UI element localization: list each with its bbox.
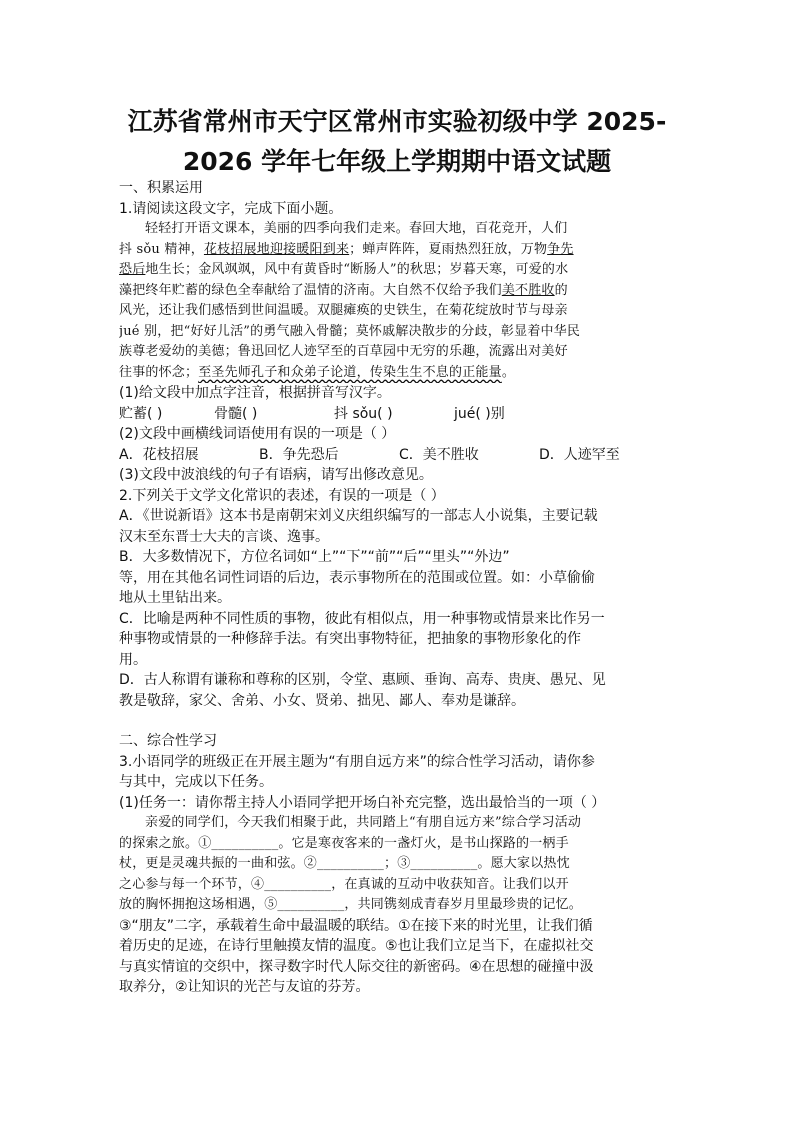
q2-option-line: D．古人称谓有谦称和尊称的区别，令堂、惠顾、垂询、高寿、贵庚、愚兄、见 [119, 672, 606, 688]
q3-speech [119, 813, 679, 916]
passage-line: 轻轻打开语文课本，美丽的四季向我们走来。春回大地，百花竞开，人们 [145, 221, 568, 236]
passage-line: 风光，还让我们感悟到世间温暖。双腿瘫痪的史铁生，在菊花绽放时节与母亲 [119, 303, 568, 318]
passage-line: 藻把终年贮蓄的绿色全奉献给了温情的济南。大自然不仅给予我们美不胜收的 [119, 282, 568, 298]
option-a: A．花枝招展 [119, 446, 199, 463]
q2-option-line: 等，用在其他名词性词语的后边，表示事物所在的范围或位置。如：小草偷偷 [119, 569, 595, 586]
blank-item: 贮蓄( ) [119, 405, 163, 422]
wavy-sentence: 至圣先师孔子和众弟子论道，传染生生不息的正能量 [198, 364, 502, 380]
option-c: C．美不胜收 [399, 446, 479, 463]
tail-line: 取养分，②让知识的光芒与友谊的芬芳。 [119, 979, 370, 995]
q3-stem-line: 3.小语同学的班级正在开展主题为“有朋自远方来”的综合性学习活动，请你参 [119, 753, 595, 770]
q1-sub1-blanks [119, 404, 679, 425]
q2-stem: 2.下列关于文学文化常识的表述，有误的一项是（ ） [119, 487, 445, 504]
blank-item: 抖 sǒu( ) [334, 405, 393, 422]
underlined-phrase: 争先 [547, 241, 574, 257]
passage-line: 恐后地生长；金风飒飒，风中有黄昏时“断肠人”的秋思；岁暮天寒，可爱的水 [119, 262, 569, 277]
q2-option-line: A．《世说新语》这本书是南朝宋刘义庆组织编写的一部志人小说集，主要记载 [119, 508, 598, 524]
q3-tail [119, 916, 679, 998]
section1-heading: 一、积累运用 [119, 180, 203, 196]
speech-line: 之心参与每一个环节，④__________，在真诚的互动中收获知音。让我们以开 [119, 876, 569, 892]
q2-option-line: 用。 [119, 651, 147, 668]
speech-line: 的探索之旅。①__________。它是寒夜客来的一盏灯火，是书山探路的一柄手 [119, 835, 569, 851]
q2-option-line: 教是敬辞，家父、舍弟、小女、贤弟、拙见、鄙人、奉劝是谦辞。 [119, 692, 525, 709]
q1-sub3-stem: (3)文段中波浪线的句子有语病，请写出修改意见。 [119, 467, 433, 483]
q1-sub2-options [119, 445, 679, 466]
q2-option-line: C．比喻是两种不同性质的事物，彼此有相似点，用一种事物或情景来比作另一 [119, 610, 605, 627]
passage-line: 往事的怀念；至圣先师孔子和众弟子论道，传染生生不息的正能量。 [119, 364, 516, 380]
blank-item: jué( )别 [454, 405, 505, 422]
speech-line: 杖，更是灵魂共振的一曲和弦。②__________；③__________。愿大家以热忱 [119, 856, 570, 871]
exam-content [119, 178, 679, 998]
underlined-phrase: 恐后 [119, 262, 146, 277]
passage-line: 族尊老爱幼的美德；鲁迅回忆人迹罕至的百草园中无穷的乐趣，流露出对美好 [119, 344, 568, 359]
tail-line: 着历史的足迹，在诗行里触摸友情的温度。⑤也让我们立足当下，在虚拟社交 [119, 938, 594, 954]
exam-title-line1: 江苏省常州市天宁区常州市实验初级中学 2025- [127, 107, 667, 136]
underlined-phrase: 美不胜收 [501, 282, 555, 298]
q2-options [119, 506, 679, 711]
q3-stem-line: 与其中，完成以下任务。 [119, 774, 273, 790]
section2-heading: 二、综合性学习 [119, 733, 217, 749]
q1-sub2-stem: (2)文段中画横线词语使用有误的一项是（ ） [119, 426, 396, 442]
section-gap [119, 711, 679, 731]
q3-task1: (1)任务一：请你帮主持人小语同学把开场白补充完整，选出最恰当的一项（ ） [119, 794, 606, 811]
tail-line: 与真实情谊的交织中，探寻数字时代人际交往的新密码。④在思想的碰撞中汲 [119, 958, 594, 975]
speech-line: 放的胸怀拥抱这场相遇，⑤__________，共同镌刻成青春岁月里最珍贵的记忆。 [119, 897, 583, 912]
q2-option-line: 汉末至东晋士大夫的言谈、逸事。 [119, 528, 329, 545]
passage-line: jué 别，把“好好儿活”的勇气融入骨髓；莫怀戚解决散步的分歧，彰显着中华民 [119, 323, 581, 339]
passage-line: 抖 sǒu 精神，花枝招展地迎接暖阳到来；蝉声阵阵，夏雨热烈狂放，万物争先 [119, 241, 574, 257]
q1-sub1-stem: (1)给文段中加点字注音，根据拼音写汉字。 [119, 385, 391, 401]
option-d: D．人迹罕至 [539, 446, 620, 463]
option-b: B．争先恐后 [259, 446, 339, 463]
q2-option-line: B．大多数情况下，方位名词如“上”“下”“前”“后”“里头”“外边” [119, 549, 510, 565]
speech-line: 亲爱的同学们，今天我们相聚于此，共同踏上“有朋自远方来”综合学习活动 [145, 815, 582, 830]
blank-item: 骨髓( ) [214, 405, 258, 422]
q1-passage [119, 219, 679, 383]
q2-option-line: 地从土里钻出来。 [119, 590, 231, 606]
q2-option-line: 种事物或情景的一种修辞手法。有突出事物特征，把抽象的事物形象化的作 [119, 631, 581, 647]
underlined-phrase: 花枝招展地迎接暖阳到来 [203, 241, 350, 257]
q1-stem: 1.请阅读这段文字，完成下面小题。 [119, 200, 343, 217]
exam-title-line2: 2026 学年七年级上学期期中语文试题 [182, 147, 612, 176]
tail-line: ③“朋友”二字，承载着生命中最温暖的联结。①在接下来的时光里，让我们循 [119, 917, 593, 934]
